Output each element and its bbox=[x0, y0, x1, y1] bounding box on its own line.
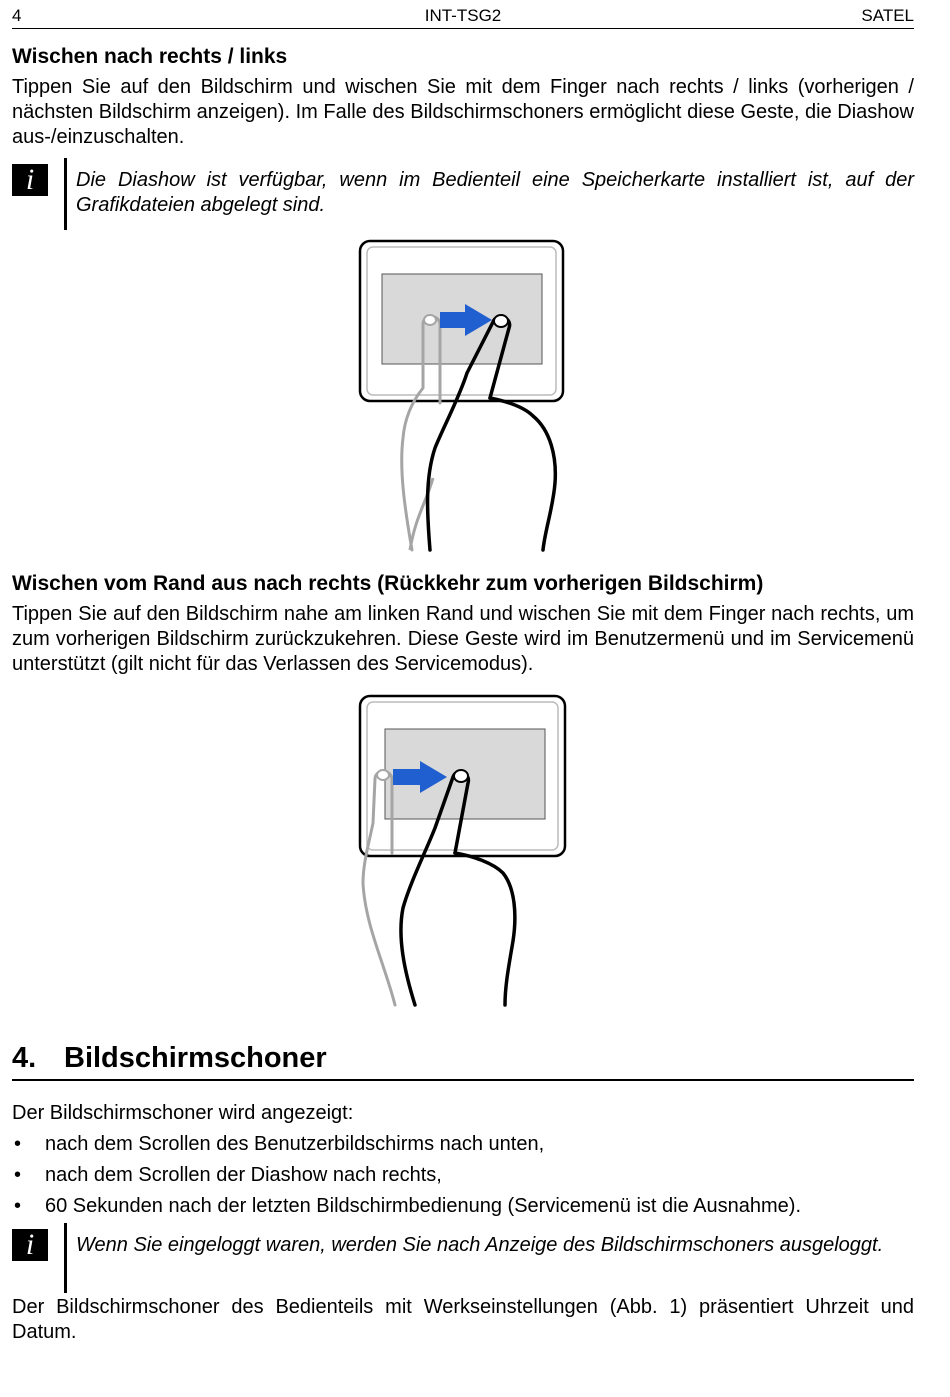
document-title: INT-TSG2 bbox=[424, 6, 502, 25]
info-icon: i bbox=[12, 164, 48, 196]
swipe-from-edge-gesture-icon bbox=[355, 693, 570, 1008]
section-swipe-from-edge bbox=[12, 571, 914, 677]
brand-name: SATEL bbox=[861, 6, 914, 25]
list-item: • 60 Sekunden nach der letzten Bildschirmbedienung (Servicemenü ist die Ausnahme). bbox=[12, 1191, 914, 1222]
chapter-intro: Der Bildschirmschoner wird angezeigt: bbox=[12, 1102, 354, 1124]
closing-text: Der Bildschirmschoner des Bedienteils mit Werkseinstellungen (Abb. 1) präsentiert Uhrzeit und Datum. bbox=[12, 1296, 914, 1343]
chapter-screensaver bbox=[12, 1041, 914, 1222]
swipe-gesture-icon bbox=[355, 238, 570, 553]
list-item: • nach dem Scrollen des Benutzerbildschirms nach unten, bbox=[12, 1129, 914, 1160]
info-note bbox=[12, 1223, 914, 1293]
closing-paragraph bbox=[12, 1295, 914, 1345]
section-text: Tippen Sie auf den Bildschirm und wischen Sie mit dem Finger nach rechts / links (vorherigen / nächsten Bildschirm anzeigen). Im Falle des Bildschirmschoners ermöglicht diese Geste, die Diashow aus-/einzuschalten. bbox=[12, 76, 914, 148]
note-text: Wenn Sie eingeloggt waren, werden Sie nach Anzeige des Bildschirmschoners ausgeloggt. bbox=[76, 1234, 884, 1256]
info-icon: i bbox=[12, 1229, 48, 1261]
note-divider bbox=[64, 158, 67, 230]
page-number: 4 bbox=[12, 6, 22, 25]
bullet-list bbox=[12, 1129, 914, 1222]
info-note bbox=[12, 158, 914, 230]
note-divider bbox=[64, 1223, 67, 1293]
chapter-heading bbox=[12, 1041, 914, 1081]
section-heading: Wischen nach rechts / links bbox=[12, 45, 288, 68]
section-swipe-left-right bbox=[12, 44, 914, 150]
chapter-number: 4. bbox=[12, 1042, 37, 1074]
section-text: Tippen Sie auf den Bildschirm nahe am linken Rand und wischen Sie mit dem Finger nach rechts, um zum vorherigen Bildschirm zurückzukehren. Diese Geste wird im Benutzermenü und im Servicemenü unterstützt (gilt nicht für das Verlassen des Servicemodus). bbox=[12, 603, 914, 675]
chapter-title: Bildschirmschoner bbox=[64, 1042, 327, 1074]
section-heading: Wischen vom Rand aus nach rechts (Rückkehr zum vorherigen Bildschirm) bbox=[12, 572, 764, 595]
page-header bbox=[12, 4, 914, 29]
note-text: Die Diashow ist verfügbar, wenn im Bedienteil eine Speicherkarte installiert ist, auf der Grafikdateien abgelegt sind. bbox=[76, 169, 914, 216]
list-item: • nach dem Scrollen der Diashow nach rechts, bbox=[12, 1160, 914, 1191]
